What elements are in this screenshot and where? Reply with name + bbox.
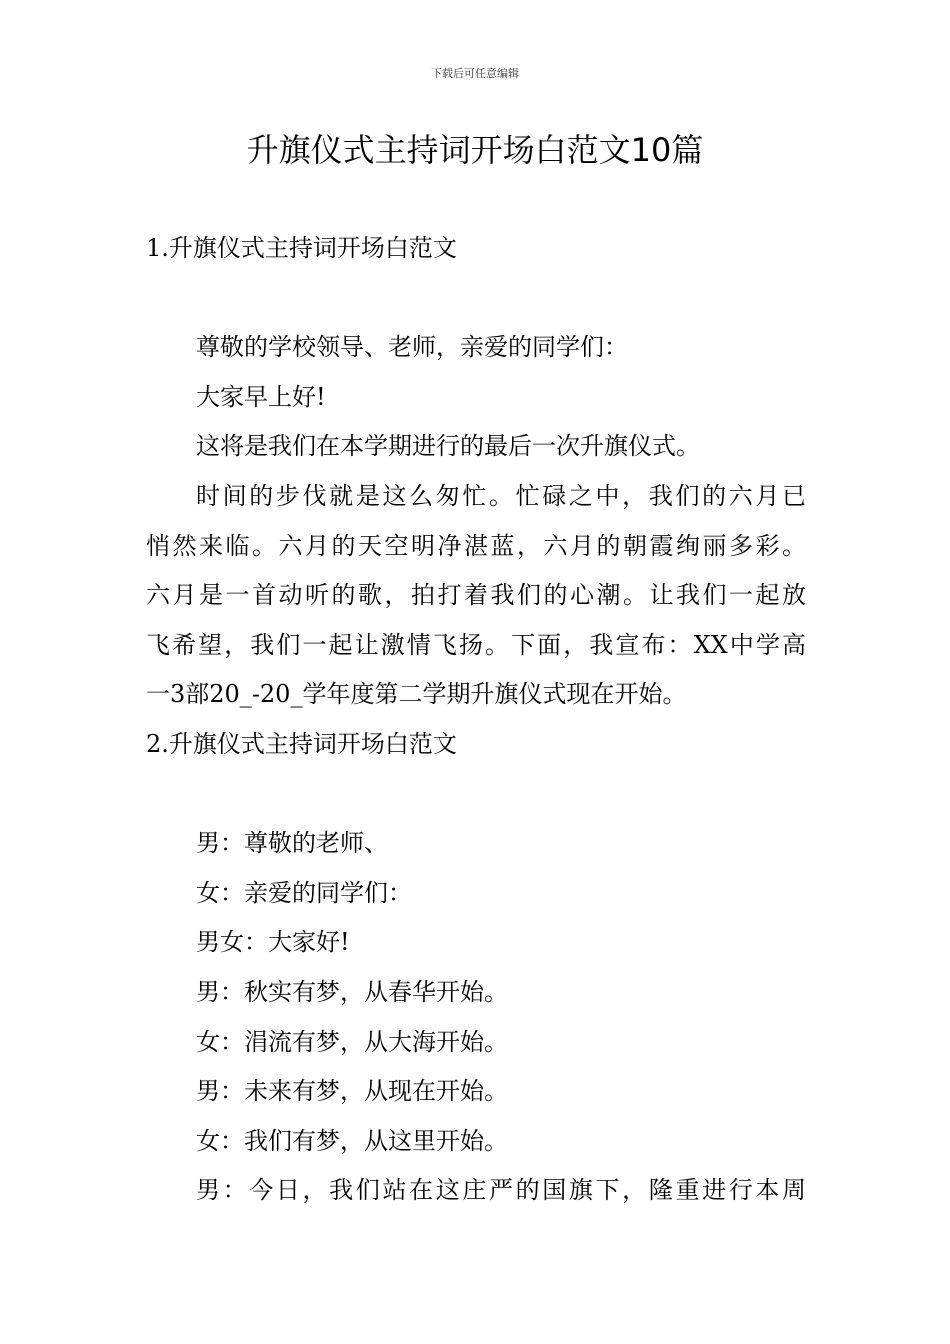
paragraph-line: 一3部20_-20_学年度第二学期升旗仪式现在开始。 [146,680,687,709]
paragraph-line: 大家早上好! [196,382,326,411]
document-title: 升旗仪式主持词开场白范文10篇 [246,131,704,169]
section-heading-1: 1.升旗仪式主持词开场白范文 [146,234,457,262]
dialogue-line: 女：我们有梦，从这里开始。 [196,1126,508,1155]
dialogue-line: 男女：大家好! [196,928,350,957]
dialogue-line: 女：亲爱的同学们： [196,878,412,907]
paragraph-line: 尊敬的学校领导、老师，亲爱的同学们： [196,333,628,362]
dialogue-line: 女：涓流有梦，从大海开始。 [196,1027,508,1056]
paragraph-line: 时间的步伐就是这么匆忙。忙碌之中，我们的六月已 [196,481,806,510]
blank-line [146,274,806,324]
paragraph-line: 飞希望，我们一起让激情飞扬。下面，我宣布：XX中学高 [146,630,806,659]
dialogue-line: 男：未来有梦，从现在开始。 [196,1077,508,1106]
document-body [146,224,806,1216]
dialogue-line: 男：尊敬的老师、 [196,829,388,858]
paragraph-line: 这将是我们在本学期进行的最后一次升旗仪式。 [196,432,700,461]
dialogue-line: 男：今日，我们站在这庄严的国旗下，隆重进行本周 [196,1176,806,1205]
header-note: 下载后可任意编辑 [431,67,519,80]
paragraph-line: 悄然来临。六月的天空明净湛蓝，六月的朝霞绚丽多彩。 [146,531,806,560]
paragraph-line: 六月是一首动听的歌，拍打着我们的心潮。让我们一起放 [146,581,806,610]
blank-line [146,770,806,820]
dialogue-line: 男：秋实有梦，从春华开始。 [196,977,508,1006]
section-heading-2: 2.升旗仪式主持词开场白范文 [146,729,457,758]
